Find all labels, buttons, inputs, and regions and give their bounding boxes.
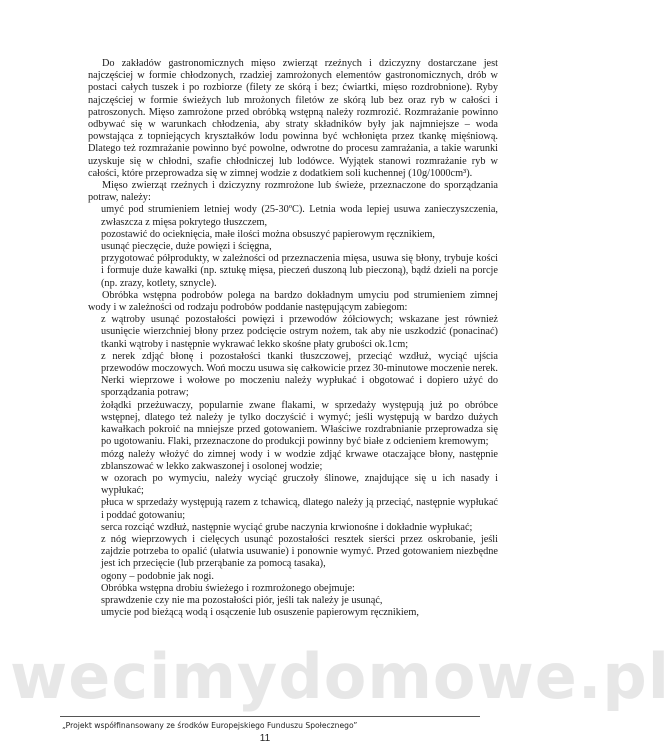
footer-note: „Projekt współfinansowany ze środków Europejskiego Funduszu Społecznego”: [62, 721, 358, 730]
paragraph: mózg należy włożyć do zimnej wody i w wodzie zdjąć krwawe otaczające błony, następnie zblanszować w lekko zakwaszonej i osolonej wodzie;: [101, 448, 498, 472]
paragraph: z nerek zdjąć błonę i pozostałości tkanki tłuszczowej, przeciąć wzdłuż, wyciąć ujścia przewodów moczowych. Woń moczu usuwa się całkowicie przez 30-minutowe moczenie nerek. Nerki wieprzowe i wołowe po moczeniu należy wypłukać i obgotować i dopiero użyć do sporządzania potraw;: [101, 350, 498, 399]
body-text: [88, 58, 498, 619]
paragraph: w ozorach po wymyciu, należy wyciąć gruczoły ślinowe, znajdujące się u ich nasady i wypłukać;: [101, 472, 498, 497]
watermark: wecimydomowe.pl: [10, 640, 670, 713]
paragraph: ogony – podobnie jak nogi.: [101, 570, 214, 582]
paragraph: sprawdzenie czy nie ma pozostałości piór, jeśli tak należy je usunąć,: [101, 594, 383, 606]
paragraph: pozostawić do ocieknięcia, małe ilości można obsuszyć papierowym ręcznikiem,: [101, 228, 435, 240]
paragraph: usunąć pieczęcie, duże powięzi i ścięgna,: [101, 241, 272, 253]
paragraph: Do zakładów gastronomicznych mięso zwierząt rzeźnych i dziczyzny dostarczane jest najczęściej w formie chłodzonych, rzadziej zamrożonych elementów gastronomicznych, drób w postaci całych tuszek i po rozbiorze (filety ze skórą i bez; ćwiartki, mięso rozdrobnione). Ryby najczęściej w formie świeżych lub mrożonych filetów ze skórą lub bez oraz ryb w całości i patroszonych. Mięso zamrożone przed obróbką wstępną należy rozmrozić. Rozmrażanie powinno odbywać się w warunkach chłodzenia, aby straty składników były jak najmniejsze – woda powstająca z topniejących kryształków lodu powinna być wchłonięta przez tkankę mięśniową. Dlatego też rozmrażanie powinno być powolne, odwrotne do procesu zamrażania, a takie warunki uzyskuje się w chłodni, szafie chłodniczej lub lodówce. Wyjątek stanowi rozmrażanie ryb w całości, które przeprowadza się w zimnej wodzie z dodatkiem soli kuchennej (10g/1000cm³).: [88, 58, 498, 179]
paragraph: żołądki przeżuwaczy, popularnie zwane flakami, w sprzedaży występują już po obróbce wstępnej, dlatego też należy je tylko doczyścić i wymyć; jeśli występują w bardzo dużych kawałkach pokroić na mniejsze przed gotowaniem. Właściwe rozdrabnianie przeprowadza się po ugotowaniu. Flaki, przeznaczone do produkcji powinny być białe z odcieniem kremowym;: [101, 399, 498, 448]
footer-divider: [60, 716, 480, 717]
paragraph: z nóg wieprzowych i cielęcych usunąć pozostałości resztek sierści przez oskrobanie, jeśli zajdzie potrzeba to opalić (ułatwia usuwanie) i ponownie wymyć. Przed gotowaniem niezbędne jest ich przecięcie (lub przerąbanie za pomocą tasaka),: [101, 533, 498, 570]
paragraph: Obróbka wstępna drobiu świeżego i rozmrożonego obejmuje:: [101, 582, 355, 594]
paragraph: umycie pod bieżącą wodą i osączenie lub osuszenie papierowym ręcznikiem,: [101, 607, 419, 619]
paragraph: umyć pod strumieniem letniej wody (25-30ºC). Letnia woda lepiej usuwa zanieczyszczenia, zwłaszcza z mięsa pokrytego tłuszczem,: [101, 204, 498, 228]
paragraph: serca rozciąć wzdłuż, następnie wyciąć grube naczynia krwionośne i dokładnie wypłukać;: [101, 521, 473, 533]
paragraph: przygotować półprodukty, w zależności od przeznaczenia mięsa, usuwa się błony, trybuje kości i formuje duże kawałki (np. sztukę mięsa, pieczeń duszoną lub pieczoną), bądź dzieli na porcje (np. zrazy, kotlety, sznycle).: [101, 253, 498, 289]
page-number: 11: [259, 733, 271, 744]
paragraph: płuca w sprzedaży występują razem z tchawicą, dlatego należy ją przeciąć, następnie wypłukać i poddać gotowaniu;: [101, 497, 498, 521]
paragraph: Obróbka wstępna podrobów polega na bardzo dokładnym umyciu pod strumieniem zimnej wody i w zależności od rodzaju podrobów poddanie następującym zabiegom:: [88, 289, 498, 314]
paragraph: z wątroby usunąć pozostałości powięzi i przewodów żółciowych; wskazane jest również usunięcie wierzchniej błony przez podcięcie ostrym nożem, tak aby nie uszkodzić (ponacinać) tkanki wątroby i następnie wykrawać lekko skośne płaty grubości ok.1cm;: [101, 314, 498, 350]
paragraph: Mięso zwierząt rzeźnych i dziczyzny rozmrożone lub świeże, przeznaczone do sporządzania potraw, należy:: [88, 180, 498, 204]
